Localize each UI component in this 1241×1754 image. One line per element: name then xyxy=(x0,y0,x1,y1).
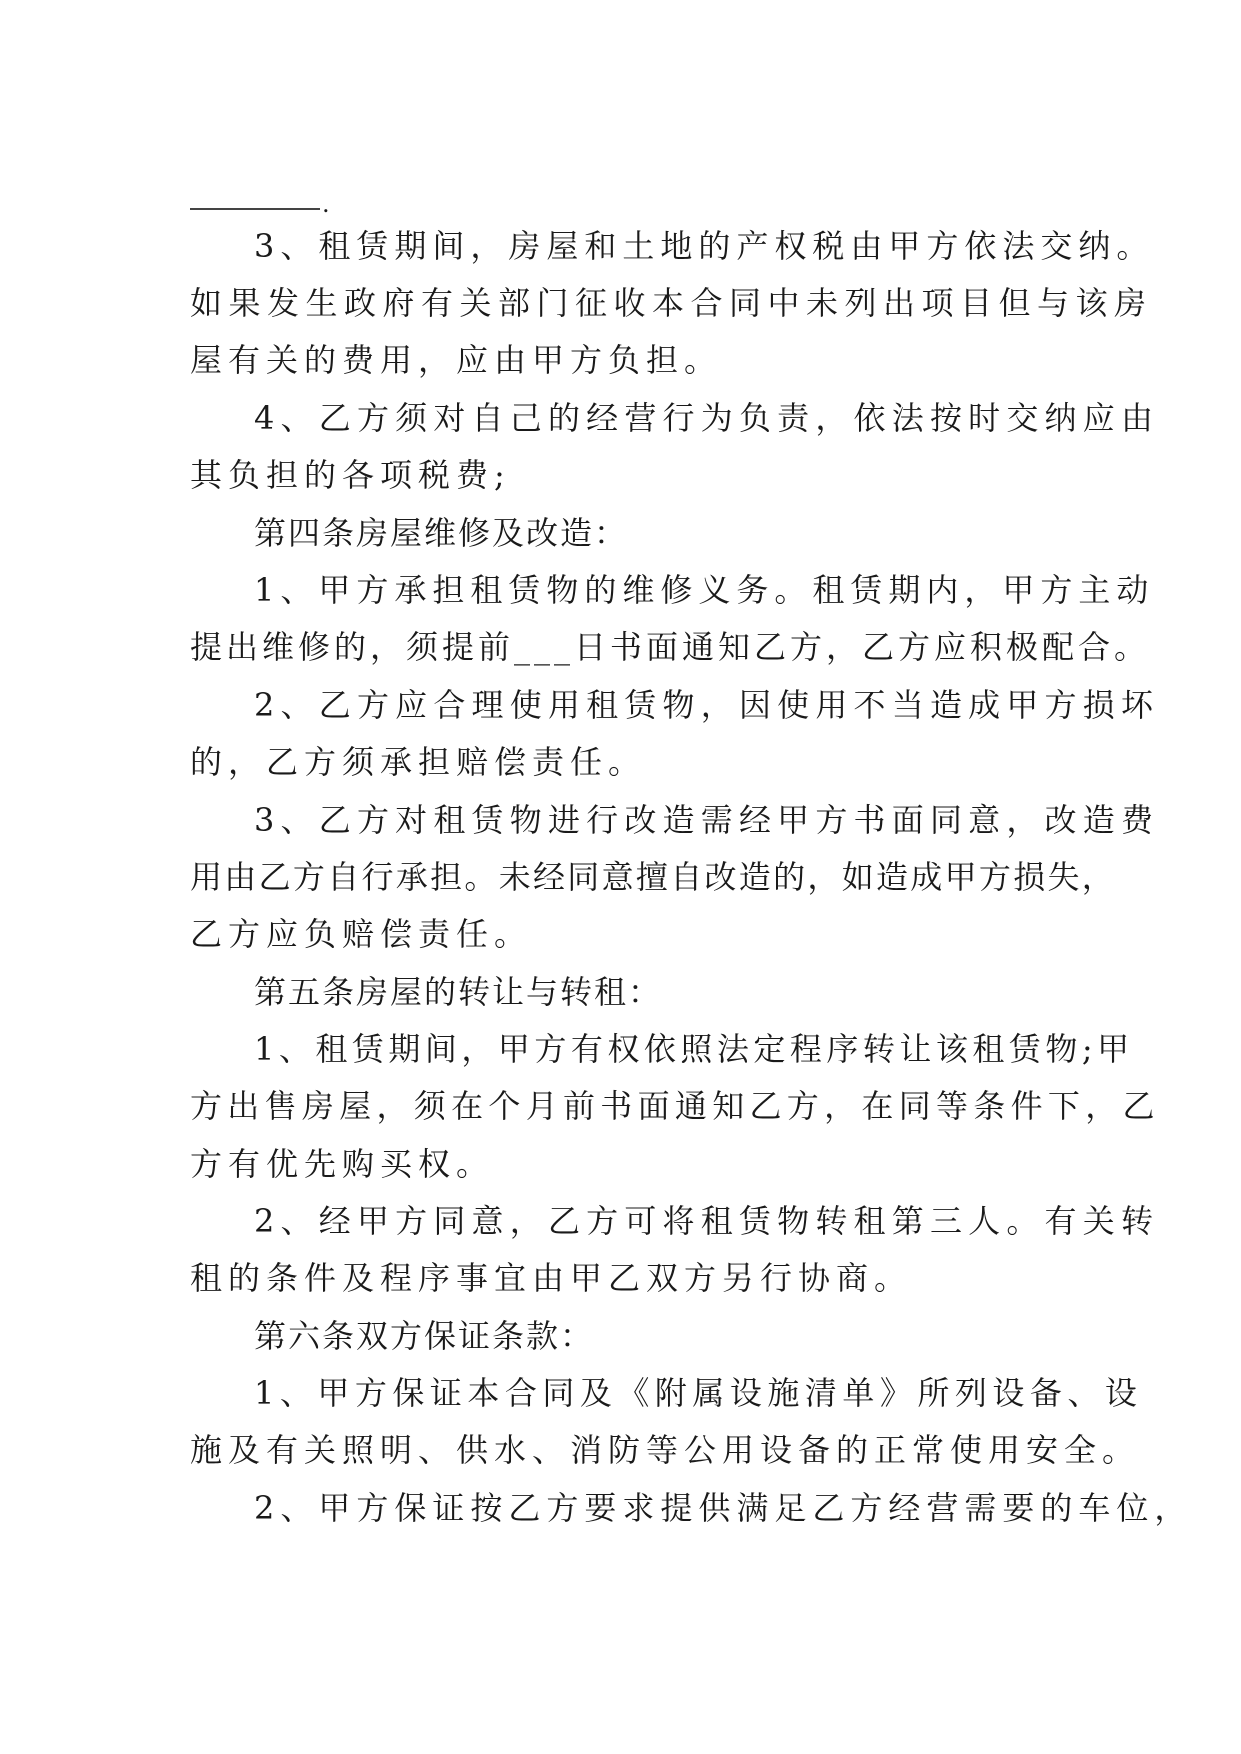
article-5-item-2-line-1: 2、经甲方同意，乙方可将租赁物转租第三人。有关转 xyxy=(254,1202,1160,1240)
article-4-item-3-line-2: 用由乙方自行承担。未经同意擅自改造的，如造成甲方损失， xyxy=(190,858,1117,896)
article-6-item-1-line-2: 施及有关照明、供水、消防等公用设备的正常使用安全。 xyxy=(190,1431,1141,1469)
article-5-item-1-line-1: 1、租赁期间，甲方有权依照法定程序转让该租赁物;甲 xyxy=(254,1030,1134,1068)
article-6-heading: 第六条双方保证条款： xyxy=(254,1317,595,1355)
paragraph-4-line-2: 其负担的各项税费; xyxy=(190,456,511,494)
article-4-item-2-line-1: 2、乙方应合理使用租赁物，因使用不当造成甲方损坏 xyxy=(254,686,1160,724)
blank-underline xyxy=(190,208,320,210)
article-6-item-2-line-1: 2、甲方保证按乙方要求提供满足乙方经营需要的车位， xyxy=(254,1489,1193,1527)
article-5-item-2-line-2: 租的条件及程序事宜由甲乙双方另行协商。 xyxy=(190,1259,913,1297)
paragraph-3-line-3: 屋有关的费用，应由甲方负担。 xyxy=(190,341,723,379)
article-4-item-3-line-1: 3、乙方对租赁物进行改造需经甲方书面同意，改造费 xyxy=(254,801,1160,839)
blank-period: . xyxy=(322,190,330,218)
article-4-item-1-line-1: 1、甲方承担租赁物的维修义务。租赁期内，甲方主动 xyxy=(254,571,1155,609)
article-4-item-2-line-2: 的，乙方须承担赔偿责任。 xyxy=(190,743,647,781)
article-6-item-1-line-1: 1、甲方保证本合同及《附属设施清单》所列设备、设 xyxy=(254,1374,1143,1412)
article-4-item-1-line-2: 提出维修的，须提前___日书面通知乙方，乙方应积极配合。 xyxy=(190,628,1151,666)
paragraph-3-line-2: 如果发生政府有关部门征收本合同中未列出项目但与该房 xyxy=(190,284,1153,322)
article-4-heading: 第四条房屋维修及改造： xyxy=(254,514,629,552)
article-5-item-1-line-2: 方出售房屋，须在个月前书面通知乙方，在同等条件下，乙 xyxy=(190,1087,1160,1125)
article-4-item-3-line-3: 乙方应负赔偿责任。 xyxy=(190,915,533,953)
article-5-heading: 第五条房屋的转让与转租： xyxy=(254,973,663,1011)
paragraph-3-line-1: 3、租赁期间，房屋和土地的产权税由甲方依法交纳。 xyxy=(254,227,1155,265)
article-5-item-1-line-3: 方有优先购买权。 xyxy=(190,1145,495,1183)
paragraph-4-line-1: 4、乙方须对自己的经营行为负责，依法按时交纳应由 xyxy=(254,399,1160,437)
